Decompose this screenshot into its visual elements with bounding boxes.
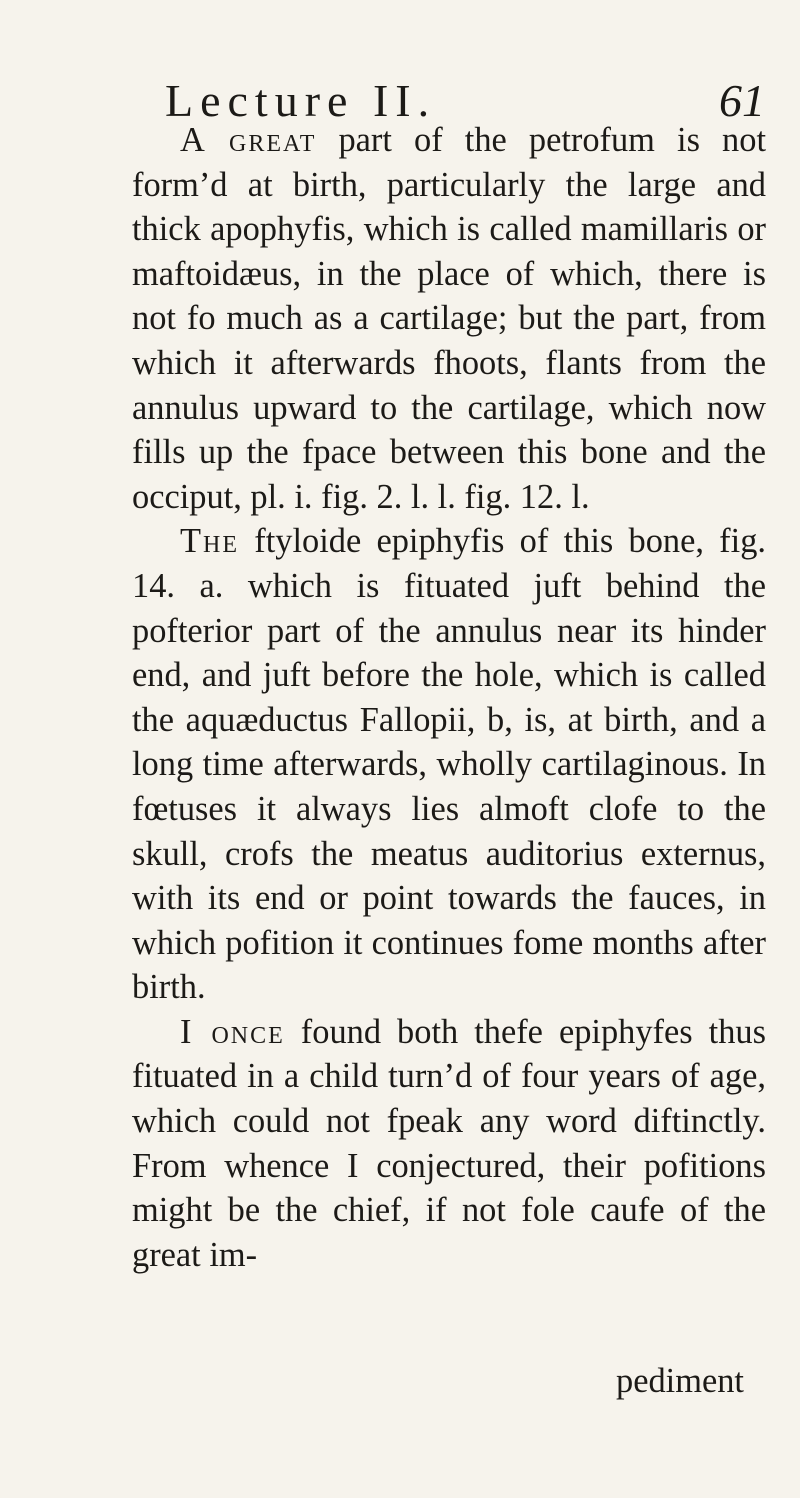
- paragraph-lead: The: [180, 522, 239, 561]
- running-head: Lecture II.: [165, 75, 437, 126]
- paragraph-text: found both thefe epiphyfes thus fituated in a child turn’d of four years of age, which could not fpeak any word diftinctly. From whence I conjectured, their pofitions might be the chief, if not fole caufe of the great im-: [132, 1012, 766, 1274]
- paragraph: [132, 1010, 766, 1278]
- body-text: [132, 118, 766, 1277]
- paragraph-text: part of the petrofum is not form’d at birth, particularly the large and thick apophyfis, which is called mamillaris or maftoidæus, in the place of which, there is not fo much as a cartilage; but the part, from which it afterwards fhoots, flants from the annulus upward to the cartilage, which now fills up the fpace between this bone and the occiput, pl. i. fig. 2. l. l. fig. 12. l.: [132, 121, 766, 516]
- paragraph: [132, 118, 766, 519]
- paragraph-text: ftyloide epiphyfis of this bone, fig. 14. a. which is fituated juft behind the pofterior part of the annulus near its hinder end, and juft before the hole, which is called the aquæductus Fallopii, b, is, at birth, and a long time afterwards, wholly cartilaginous. In fœtuses it always lies almoft clofe to the skull, crofs the meatus auditorius externus, with its end or point towards the fauces, in which pofition it continues fome months after birth.: [132, 522, 766, 1007]
- paragraph: [132, 519, 766, 1010]
- page-number: 61: [719, 75, 765, 126]
- catchword: pediment: [616, 1362, 744, 1400]
- paragraph-lead: A great: [180, 121, 317, 159]
- paragraph-lead: I once: [180, 1012, 285, 1051]
